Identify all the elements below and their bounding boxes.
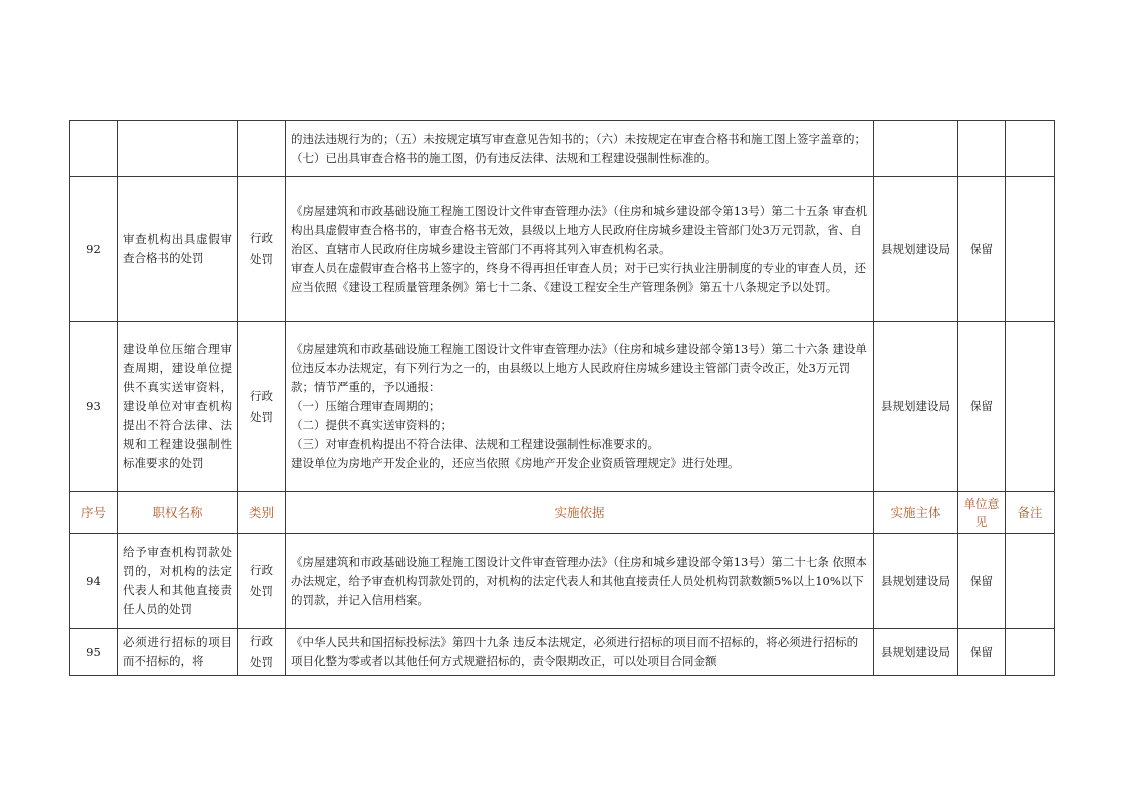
header-body: 实施主体	[874, 492, 958, 534]
legal-basis-paragraph: 《房屋建筑和市政基础设施工程施工图设计文件审查管理办法》（住房和城乡建设部令第13号）第二十六条 建设单位违反本办法规定，有下列行为之一的，由县级以上地方人民政府住房城乡建设主管部门责令改正，处3万元罚款；情节严重的，予以通报：	[291, 342, 868, 394]
authority-name: 必须进行招标的项目而不招标的，将	[118, 629, 238, 676]
header-basis: 实施依据	[286, 492, 874, 534]
authority-type-part: 行政	[250, 231, 273, 245]
legal-basis	[286, 322, 874, 492]
unit-opinion: 保留	[958, 177, 1006, 322]
unit-opinion	[958, 121, 1006, 177]
remarks	[1006, 121, 1055, 177]
implementing-body: 县规划建设局	[874, 629, 958, 676]
authority-type-part: 行政	[250, 563, 273, 577]
header-opinion: 单位意见	[958, 492, 1006, 534]
row-number	[70, 121, 118, 177]
header-type: 类别	[238, 492, 286, 534]
table-row	[70, 322, 1055, 492]
unit-opinion: 保留	[958, 629, 1006, 676]
authority-type-part: 行政	[250, 388, 273, 403]
header-name: 职权名称	[118, 492, 238, 534]
remarks	[1006, 629, 1055, 676]
authority-name: 给予审查机构罚款处罚的，对机构的法定代表人和其他直接责任人员的处罚	[118, 534, 238, 629]
unit-opinion: 保留	[958, 322, 1006, 492]
table-row	[70, 121, 1055, 177]
authority-table	[69, 120, 1055, 676]
row-number: 93	[70, 322, 118, 492]
table-row	[70, 177, 1055, 322]
remarks	[1006, 322, 1055, 492]
header-note: 备注	[1006, 492, 1055, 534]
legal-basis-paragraph: 建设单位为房地产开发企业的，还应当依照《房地产开发企业资质管理规定》进行处理。	[291, 456, 740, 470]
table-row	[70, 534, 1055, 629]
implementing-body	[874, 121, 958, 177]
authority-name: 审查机构出具虚假审查合格书的处罚	[118, 177, 238, 322]
legal-basis-paragraph: （三）对审查机构提出不符合法律、法规和工程建设强制性标准要求的。	[291, 437, 659, 451]
legal-basis-paragraph: 审查人员在虚假审查合格书上签字的，终身不得再担任审查人员；对于已实行执业注册制度的专业的审查人员，还应当依照《建设工程质量管理条例》第七十二条、《建设工程安全生产管理条例》第五十八条规定予以处罚。	[291, 260, 866, 294]
authority-type	[238, 629, 286, 676]
table-row	[70, 629, 1055, 676]
implementing-body: 县规划建设局	[874, 534, 958, 629]
legal-basis	[286, 177, 874, 322]
authority-type-part: 行政	[250, 634, 273, 648]
legal-basis-paragraph: 《中华人民共和国招标投标法》第四十九条 违反本法规定，必须进行招标的项目而不招标的，将必须进行招标的项目化整为零或者以其他任何方式规避招标的，责令限期改正，可以处项目合同金额	[291, 635, 859, 668]
legal-basis-paragraph: （一）压缩合理审查周期的；	[291, 399, 441, 413]
legal-basis	[286, 629, 874, 676]
implementing-body: 县规划建设局	[874, 177, 958, 322]
legal-basis-paragraph: 《房屋建筑和市政基础设施工程施工图设计文件审查管理办法》（住房和城乡建设部令第13号）第二十五条 审查机构出具虚假审查合格书的，审查合格书无效，县级以上地方人民政府住房城乡建设主管部门处3万元罚款，省、自治区、直辖市人民政府住房城乡建设主管部门不再将其列入审查机构名录。	[291, 203, 868, 256]
authority-type-part: 处罚	[250, 655, 273, 669]
authority-type-part: 处罚	[250, 252, 273, 266]
authority-type-part: 处罚	[250, 409, 273, 424]
authority-type	[238, 177, 286, 322]
authority-name: 建设单位压缩合理审查周期，建设单位提供不真实送审资料，建设单位对审查机构提出不符合法律、法规和工程建设强制性标准要求的处罚	[118, 322, 238, 492]
authority-type-part: 处罚	[250, 584, 273, 598]
row-number: 95	[70, 629, 118, 676]
legal-basis	[286, 121, 874, 177]
table-header-row	[70, 492, 1055, 534]
implementing-body: 县规划建设局	[874, 322, 958, 492]
legal-basis-paragraph: 《房屋建筑和市政基础设施工程施工图设计文件审查管理办法》（住房和城乡建设部令第13号）第二十七条 依照本办法规定，给予审查机构罚款处罚的，对机构的法定代表人和其他直接责任人员处机构罚款数额5%以上10%以下的罚款，并记入信用档案。	[291, 554, 868, 607]
legal-basis	[286, 534, 874, 629]
authority-name	[118, 121, 238, 177]
row-number: 94	[70, 534, 118, 629]
authority-type	[238, 322, 286, 492]
legal-basis-paragraph: （二）提供不真实送审资料的；	[291, 418, 452, 432]
unit-opinion: 保留	[958, 534, 1006, 629]
header-num: 序号	[70, 492, 118, 534]
remarks	[1006, 534, 1055, 629]
remarks	[1006, 177, 1055, 322]
authority-type	[238, 534, 286, 629]
authority-type	[238, 121, 286, 177]
row-number: 92	[70, 177, 118, 322]
legal-basis-paragraph: 的违法违规行为的；（五）未按规定填写审查意见告知书的；（六）未按规定在审查合格书和施工图上签字盖章的；（七）已出具审查合格书的施工图，仍有违反法律、法规和工程建设强制性标准的。	[291, 131, 866, 165]
